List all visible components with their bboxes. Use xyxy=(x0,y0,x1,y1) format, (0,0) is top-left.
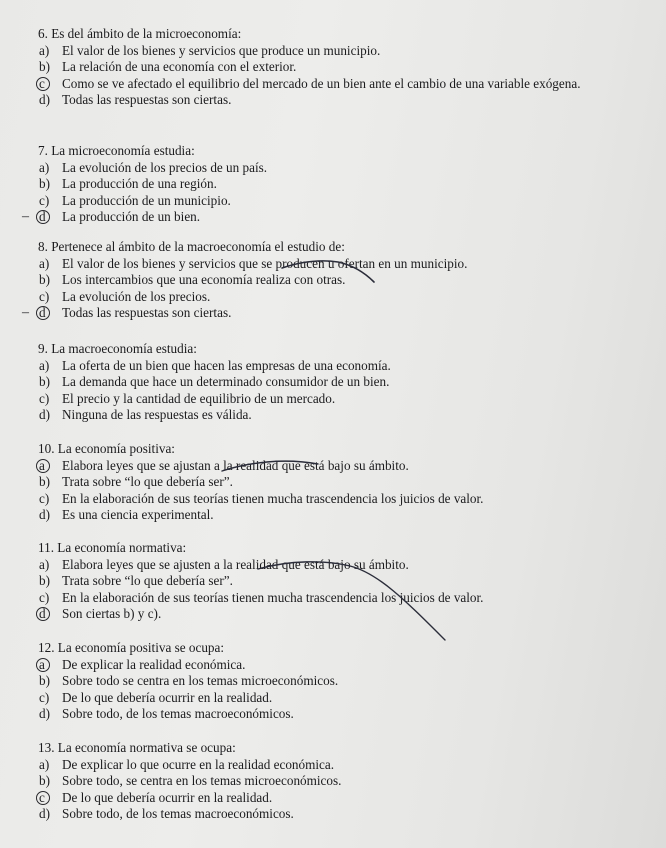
question-13 xyxy=(38,740,638,823)
option-text: La evolución de los precios de un país. xyxy=(62,159,268,175)
option-c xyxy=(38,590,638,607)
option-text: La oferta de un bien que hacen las empresas de una economía. xyxy=(62,357,391,373)
option-d xyxy=(38,706,638,723)
option-text: De lo que debería ocurrir en la realidad. xyxy=(62,689,273,705)
question-title: 7. La microeconomía estudia: xyxy=(38,143,195,158)
option-text: El valor de los bienes y servicios que se producen u ofertan en un municipio. xyxy=(62,255,468,271)
option-text: Ninguna de las respuestas es válida. xyxy=(62,407,252,422)
option-text: El precio y la cantidad de equilibrio de un mercado. xyxy=(62,390,336,406)
question-title: 10. La economía positiva: xyxy=(38,441,175,456)
circled-option-letter: c xyxy=(39,76,57,93)
option-letter: a) xyxy=(39,357,50,373)
option-text: Elabora leyes que se ajusten a la realidad que está bajo su ámbito. xyxy=(62,556,409,572)
option-a xyxy=(38,458,638,475)
option-letter: b) xyxy=(39,773,50,788)
handwritten-dash-mark: – xyxy=(22,209,29,224)
option-c xyxy=(38,491,638,508)
option-text: Trata sobre “lo que debería ser”. xyxy=(62,573,233,588)
option-letter: a) xyxy=(39,255,50,271)
circled-option-letter: d xyxy=(39,606,57,623)
option-text: Todas las respuestas son ciertas. xyxy=(62,305,232,320)
option-b xyxy=(38,773,638,790)
option-d xyxy=(22,209,638,226)
option-letter: b) xyxy=(39,673,50,688)
option-d xyxy=(38,806,638,823)
option-a xyxy=(38,160,638,177)
option-letter: c) xyxy=(39,390,50,406)
option-text: Son ciertas b) y c). xyxy=(62,606,162,621)
option-b xyxy=(38,272,638,289)
option-text: Sobre todo se centra en los temas microeconómicos. xyxy=(62,673,339,688)
option-letter: d) xyxy=(39,806,50,821)
option-letter: c) xyxy=(39,288,50,304)
option-text: El valor de los bienes y servicios que produce un municipio. xyxy=(62,42,381,58)
option-c xyxy=(38,289,638,306)
option-letter: a) xyxy=(39,159,50,175)
option-text: Todas las respuestas son ciertas. xyxy=(62,92,232,107)
option-b xyxy=(38,573,638,590)
question-10 xyxy=(38,441,638,524)
option-c xyxy=(38,193,638,210)
option-a xyxy=(38,43,638,60)
handwritten-dash-mark: – xyxy=(22,305,29,320)
option-letter: c) xyxy=(39,689,50,705)
option-text: Es una ciencia experimental. xyxy=(62,507,214,522)
option-a xyxy=(38,557,638,574)
option-letter: d) xyxy=(39,507,50,522)
option-c xyxy=(38,76,607,93)
option-letter: d) xyxy=(39,92,50,107)
question-9 xyxy=(38,341,638,424)
option-text: La demanda que hace un determinado consumidor de un bien. xyxy=(62,374,390,389)
option-letter: a) xyxy=(39,756,50,772)
option-a xyxy=(38,657,638,674)
option-text: La evolución de los precios. xyxy=(62,288,211,304)
option-text: La producción de un bien. xyxy=(62,209,201,224)
option-letter: c) xyxy=(39,589,50,605)
question-6 xyxy=(38,26,638,109)
option-letter: d) xyxy=(39,706,50,721)
question-title: 8. Pertenece al ámbito de la macroeconomía el estudio de: xyxy=(38,239,345,254)
option-letter: b) xyxy=(39,474,50,489)
option-letter: b) xyxy=(39,573,50,588)
option-text: En la elaboración de sus teorías tienen mucha trascendencia los juicios de valor. xyxy=(62,589,484,605)
option-a xyxy=(38,358,638,375)
option-a xyxy=(38,256,638,273)
circled-option-letter: a xyxy=(39,458,57,475)
option-d xyxy=(38,606,638,623)
option-text: Sobre todo, de los temas macroeconómicos. xyxy=(62,706,294,721)
option-text: De lo que debería ocurrir en la realidad. xyxy=(62,789,273,805)
option-letter: b) xyxy=(39,272,50,287)
option-letter: c) xyxy=(39,192,50,208)
question-title: 6. Es del ámbito de la microeconomía: xyxy=(38,26,242,41)
option-b xyxy=(38,59,638,76)
option-text: Sobre todo, de los temas macroeconómicos. xyxy=(62,806,294,821)
option-b xyxy=(38,374,638,391)
option-text: De explicar lo que ocurre en la realidad económica. xyxy=(62,756,335,772)
option-text: Como se ve afectado el equilibrio del mercado de un bien ante el cambio de una variable exógena. xyxy=(62,75,581,91)
option-text: La producción de una región. xyxy=(62,176,217,191)
question-8 xyxy=(22,239,638,322)
option-letter: b) xyxy=(39,59,50,74)
circled-option-letter: a xyxy=(39,657,57,674)
option-text: En la elaboración de sus teorías tienen mucha trascendencia los juicios de valor. xyxy=(62,490,484,506)
option-c xyxy=(38,790,638,807)
circled-option-letter: d xyxy=(39,209,57,226)
option-text: Elabora leyes que se ajustan a la realidad que está bajo su ámbito. xyxy=(62,457,409,473)
option-c xyxy=(38,690,638,707)
option-b xyxy=(38,176,638,193)
option-letter: a) xyxy=(39,42,50,58)
option-letter: a) xyxy=(39,556,50,572)
question-title: 11. La economía normativa: xyxy=(38,540,187,555)
option-b xyxy=(38,673,638,690)
option-text: La producción de un municipio. xyxy=(62,192,231,208)
option-text: La relación de una economía con el exterior. xyxy=(62,59,297,74)
option-text: De explicar la realidad económica. xyxy=(62,656,246,672)
circled-option-letter: d xyxy=(39,305,57,322)
question-title: 9. La macroeconomía estudia: xyxy=(38,341,197,356)
option-d xyxy=(38,92,638,109)
question-11 xyxy=(38,540,638,623)
option-text: Sobre todo, se centra en los temas microeconómicos. xyxy=(62,773,342,788)
question-title: 12. La economía positiva se ocupa: xyxy=(38,640,225,655)
option-letter: b) xyxy=(39,176,50,191)
option-letter: b) xyxy=(39,374,50,389)
option-b xyxy=(38,474,638,491)
question-7 xyxy=(22,143,638,226)
question-title: 13. La economía normativa se ocupa: xyxy=(38,740,236,755)
option-letter: c) xyxy=(39,490,50,506)
question-12 xyxy=(38,640,638,723)
circled-option-letter: c xyxy=(39,790,57,807)
option-d xyxy=(38,507,638,524)
option-letter: d) xyxy=(39,407,50,422)
option-a xyxy=(38,757,638,774)
option-text: Trata sobre “lo que debería ser”. xyxy=(62,474,233,489)
option-d xyxy=(38,407,638,424)
option-d xyxy=(22,305,638,322)
option-text: Los intercambios que una economía realiza con otras. xyxy=(62,272,346,287)
option-c xyxy=(38,391,638,408)
